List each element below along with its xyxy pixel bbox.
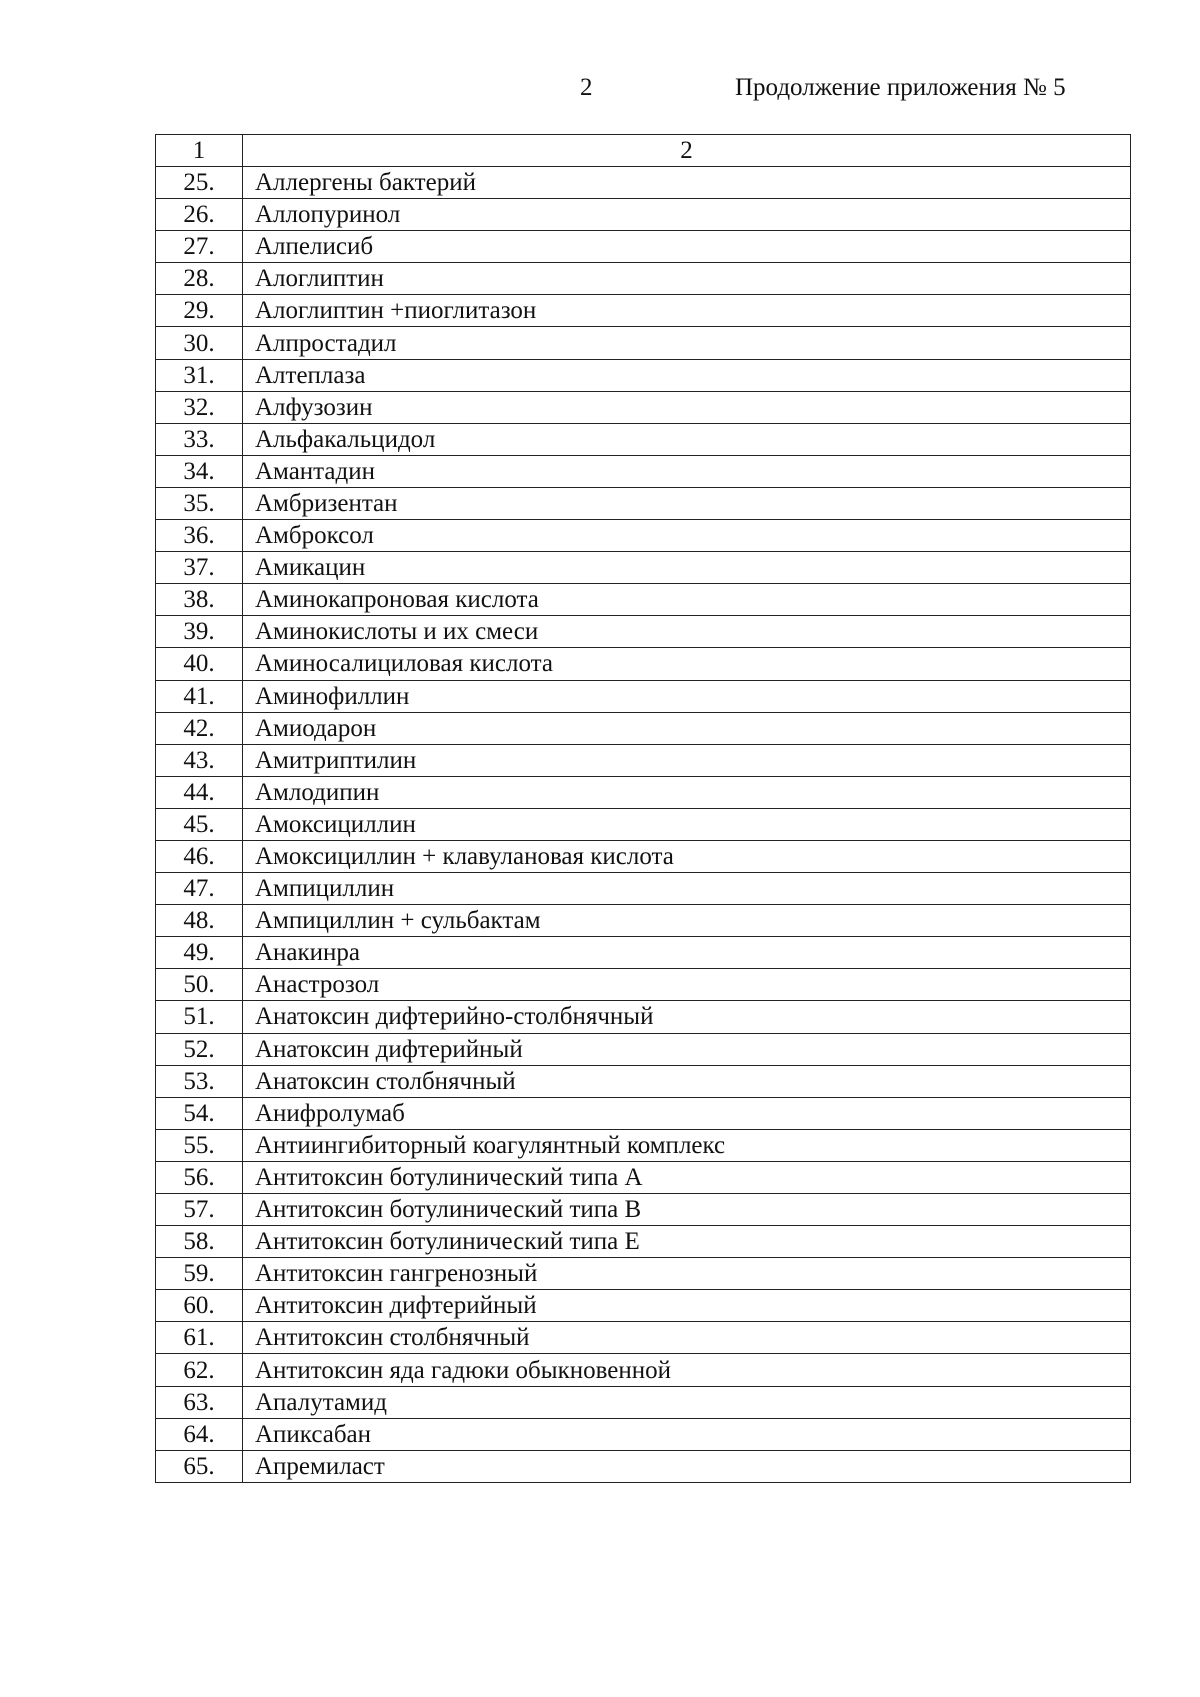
table-row <box>156 231 1131 263</box>
drug-name: Алтеплаза <box>243 359 1131 391</box>
row-number: 53. <box>156 1065 243 1097</box>
table-row <box>156 873 1131 905</box>
column-header-2: 2 <box>243 135 1131 167</box>
drug-name: Альфакальцидол <box>243 423 1131 455</box>
table-row <box>156 969 1131 1001</box>
table-row <box>156 905 1131 937</box>
drug-name: Аминокапроновая кислота <box>243 584 1131 616</box>
drug-name: Антитоксин ботулинический типа А <box>243 1161 1131 1193</box>
table-row <box>156 1290 1131 1322</box>
row-number: 60. <box>156 1290 243 1322</box>
row-number: 52. <box>156 1033 243 1065</box>
table-row <box>156 616 1131 648</box>
table-row <box>156 455 1131 487</box>
row-number: 55. <box>156 1129 243 1161</box>
page-number: 2 <box>580 74 593 101</box>
drug-name: Алпростадил <box>243 327 1131 359</box>
row-number: 29. <box>156 295 243 327</box>
row-number: 46. <box>156 840 243 872</box>
table-row <box>156 1354 1131 1386</box>
continuation-title: Продолжение приложения № 5 <box>735 74 1066 101</box>
drug-name: Антитоксин столбнячный <box>243 1322 1131 1354</box>
drug-name: Алпелисиб <box>243 231 1131 263</box>
row-number: 32. <box>156 391 243 423</box>
drug-name: Анакинра <box>243 937 1131 969</box>
row-number: 31. <box>156 359 243 391</box>
row-number: 36. <box>156 520 243 552</box>
drug-name: Анифролумаб <box>243 1097 1131 1129</box>
row-number: 44. <box>156 776 243 808</box>
table-row <box>156 680 1131 712</box>
drug-name: Аминофиллин <box>243 680 1131 712</box>
column-header-1: 1 <box>156 135 243 167</box>
row-number: 51. <box>156 1001 243 1033</box>
row-number: 64. <box>156 1418 243 1450</box>
row-number: 35. <box>156 487 243 519</box>
table-row <box>156 327 1131 359</box>
table-row <box>156 359 1131 391</box>
row-number: 42. <box>156 712 243 744</box>
drug-name: Аминокислоты и их смеси <box>243 616 1131 648</box>
table-row <box>156 648 1131 680</box>
table-row <box>156 391 1131 423</box>
table-row <box>156 808 1131 840</box>
drug-name: Амлодипин <box>243 776 1131 808</box>
row-number: 45. <box>156 808 243 840</box>
drug-name: Антитоксин ботулинический типа Е <box>243 1226 1131 1258</box>
drug-name: Антитоксин дифтерийный <box>243 1290 1131 1322</box>
table-row <box>156 1097 1131 1129</box>
table-row <box>156 1001 1131 1033</box>
row-number: 58. <box>156 1226 243 1258</box>
table-row <box>156 744 1131 776</box>
table-row <box>156 1065 1131 1097</box>
row-number: 26. <box>156 199 243 231</box>
drug-name: Ампициллин + сульбактам <box>243 905 1131 937</box>
table-row <box>156 1258 1131 1290</box>
row-number: 57. <box>156 1194 243 1226</box>
table-row <box>156 1418 1131 1450</box>
row-number: 49. <box>156 937 243 969</box>
row-number: 38. <box>156 584 243 616</box>
table-row <box>156 552 1131 584</box>
row-number: 34. <box>156 455 243 487</box>
table-row <box>156 1450 1131 1482</box>
row-number: 63. <box>156 1386 243 1418</box>
table-row <box>156 840 1131 872</box>
drug-table <box>155 134 1131 1483</box>
table-row <box>156 263 1131 295</box>
row-number: 40. <box>156 648 243 680</box>
table-row <box>156 1322 1131 1354</box>
drug-name: Анатоксин дифтерийно-столбнячный <box>243 1001 1131 1033</box>
drug-name: Алфузозин <box>243 391 1131 423</box>
table-header-row <box>156 135 1131 167</box>
drug-name: Амикацин <box>243 552 1131 584</box>
drug-name: Аллопуринол <box>243 199 1131 231</box>
table-row <box>156 520 1131 552</box>
table-row <box>156 423 1131 455</box>
drug-name: Амброксол <box>243 520 1131 552</box>
row-number: 28. <box>156 263 243 295</box>
drug-name: Анастрозол <box>243 969 1131 1001</box>
drug-name: Амбризентан <box>243 487 1131 519</box>
row-number: 33. <box>156 423 243 455</box>
row-number: 47. <box>156 873 243 905</box>
drug-name: Апремиласт <box>243 1450 1131 1482</box>
row-number: 48. <box>156 905 243 937</box>
drug-name: Аллергены бактерий <box>243 167 1131 199</box>
row-number: 37. <box>156 552 243 584</box>
row-number: 39. <box>156 616 243 648</box>
drug-name: Амоксициллин <box>243 808 1131 840</box>
row-number: 59. <box>156 1258 243 1290</box>
table-row <box>156 1033 1131 1065</box>
row-number: 65. <box>156 1450 243 1482</box>
drug-name: Антитоксин яда гадюки обыкновенной <box>243 1354 1131 1386</box>
table-row <box>156 1194 1131 1226</box>
drug-name: Алоглиптин <box>243 263 1131 295</box>
drug-name: Аминосалициловая кислота <box>243 648 1131 680</box>
table-row <box>156 937 1131 969</box>
row-number: 50. <box>156 969 243 1001</box>
table-row <box>156 776 1131 808</box>
drug-name: Амоксициллин + клавулановая кислота <box>243 840 1131 872</box>
row-number: 41. <box>156 680 243 712</box>
row-number: 62. <box>156 1354 243 1386</box>
table-row <box>156 1129 1131 1161</box>
table-row <box>156 1386 1131 1418</box>
drug-name: Апалутамид <box>243 1386 1131 1418</box>
drug-name: Анатоксин столбнячный <box>243 1065 1131 1097</box>
table-row <box>156 199 1131 231</box>
drug-name: Амантадин <box>243 455 1131 487</box>
table-row <box>156 584 1131 616</box>
drug-name: Алоглиптин +пиоглитазон <box>243 295 1131 327</box>
row-number: 27. <box>156 231 243 263</box>
drug-name: Анатоксин дифтерийный <box>243 1033 1131 1065</box>
drug-name: Амиодарон <box>243 712 1131 744</box>
row-number: 61. <box>156 1322 243 1354</box>
table-body <box>156 135 1131 1483</box>
drug-name: Антитоксин гангренозный <box>243 1258 1131 1290</box>
drug-name: Антиингибиторный коагулянтный комплекс <box>243 1129 1131 1161</box>
row-number: 56. <box>156 1161 243 1193</box>
table-row <box>156 167 1131 199</box>
table-row <box>156 1161 1131 1193</box>
drug-name: Амитриптилин <box>243 744 1131 776</box>
table-row <box>156 295 1131 327</box>
row-number: 30. <box>156 327 243 359</box>
drug-name: Ампициллин <box>243 873 1131 905</box>
row-number: 43. <box>156 744 243 776</box>
drug-name: Антитоксин ботулинический типа В <box>243 1194 1131 1226</box>
row-number: 25. <box>156 167 243 199</box>
table-row <box>156 487 1131 519</box>
drug-name: Апиксабан <box>243 1418 1131 1450</box>
table-row <box>156 1226 1131 1258</box>
table-row <box>156 712 1131 744</box>
row-number: 54. <box>156 1097 243 1129</box>
